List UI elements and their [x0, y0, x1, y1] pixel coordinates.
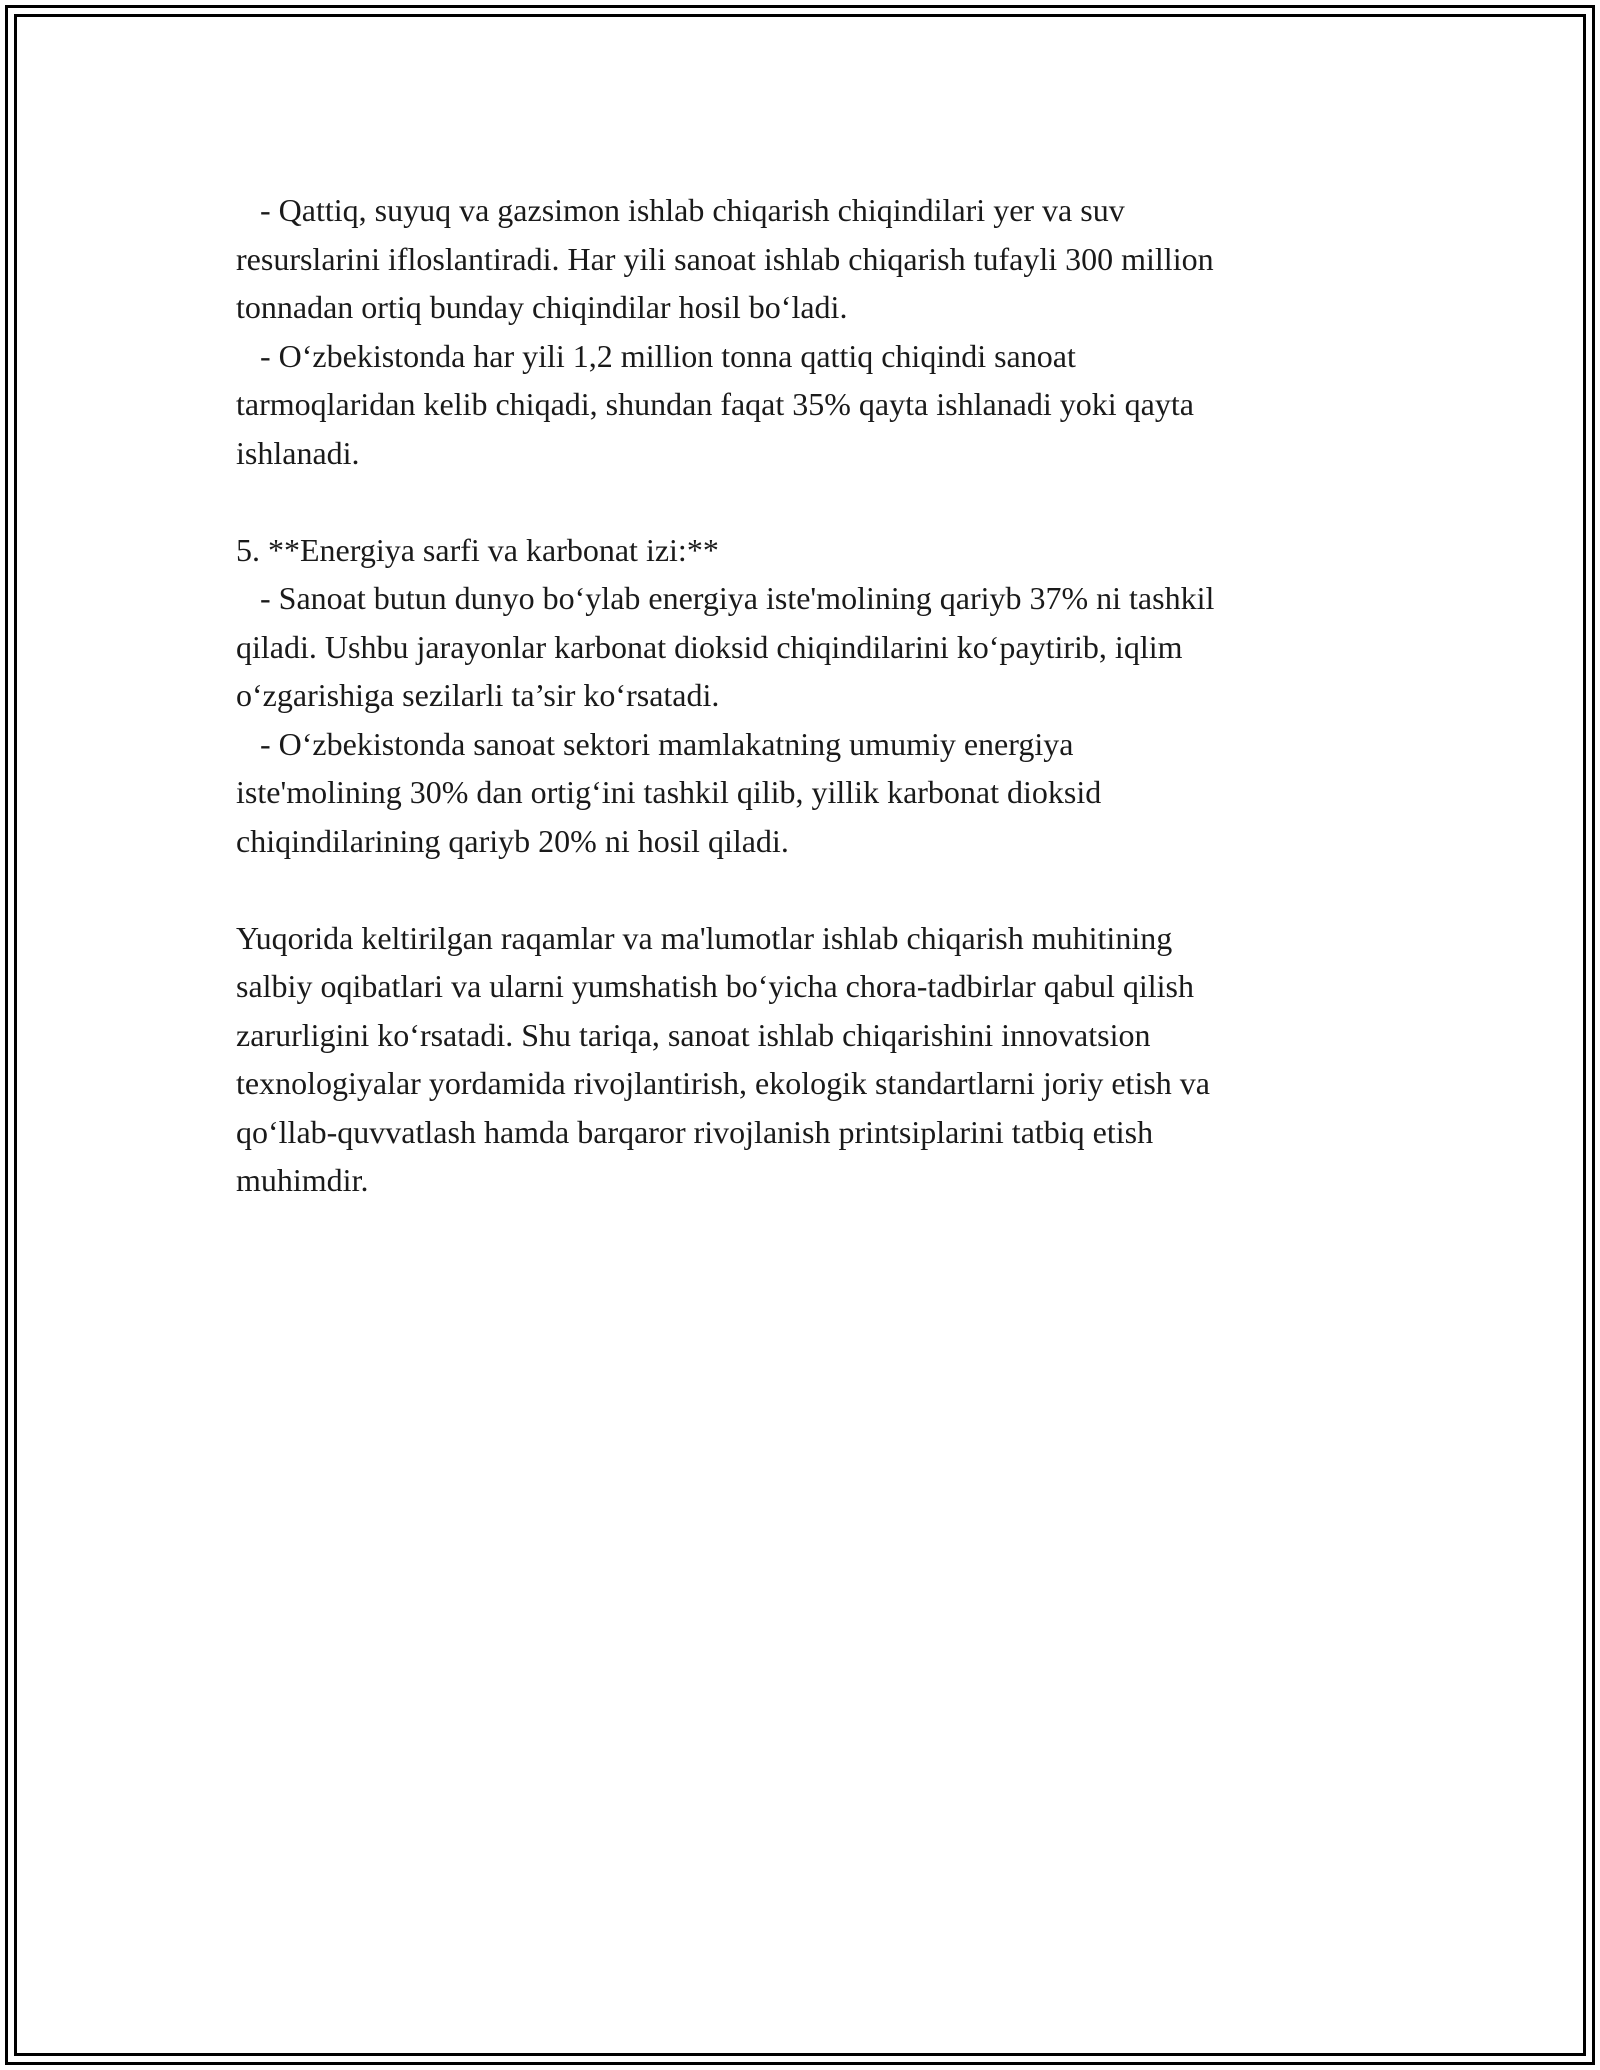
text-line: - O‘zbekistonda har yili 1,2 million tonna qattiq chiqindi sanoat [236, 337, 1076, 374]
text-line: muhimdir. [236, 1162, 369, 1198]
text-line: qiladi. Ushbu jarayonlar karbonat dioksid chiqindilarini ko‘paytirib, iqlim [236, 628, 1183, 665]
text-line: - Sanoat butun dunyo bo‘ylab energiya iste'molining qariyb 37% ni tashkil [236, 580, 1215, 616]
text-line: iste'molining 30% dan ortig‘ini tashkil qilib, yillik karbonat dioksid [236, 774, 1102, 810]
text-line: qo‘llab-quvvatlash hamda barqaror rivojlanish printsiplarini tatbiq etish [236, 1113, 1154, 1150]
paragraph-spacer [236, 865, 1366, 914]
document-body [236, 186, 1366, 1205]
text-line: ishlanadi. [236, 434, 360, 471]
text-line: - Qattiq, suyuq va gazsimon ishlab chiqarish chiqindilari yer va suv [236, 192, 1125, 228]
text-line: chiqindilarining qariyb 20% ni hosil qiladi. [236, 822, 789, 859]
text-line: texnologiyalar yordamida rivojlantirish, ekologik standartlarni joriy etish va [236, 1065, 1210, 1101]
section-heading: 5. **Energiya sarfi va karbonat izi:** [236, 531, 719, 568]
text-line: zarurligini ko‘rsatadi. Shu tariqa, sanoat ishlab chiqarishini innovatsion [236, 1016, 1151, 1053]
text-line: Yuqorida keltirilgan raqamlar va ma'lumotlar ishlab chiqarish muhitining [236, 919, 1173, 956]
text-line: o‘zgarishiga sezilarli ta’sir ko‘rsatadi. [236, 677, 720, 713]
text-line: resurslarini ifloslantiradi. Har yili sanoat ishlab chiqarish tufayli 300 million [236, 240, 1214, 277]
text-line: tonnadan ortiq bunday chiqindilar hosil bo‘ladi. [236, 289, 848, 325]
text-line: tarmoqlaridan kelib chiqadi, shundan faqat 35% qayta ishlanadi yoki qayta [236, 386, 1194, 422]
paragraph-waste [236, 186, 1366, 477]
paragraph-energy [236, 526, 1366, 866]
text-line: salbiy oqibatlari va ularni yumshatish bo‘yicha chora-tadbirlar qabul qilish [236, 968, 1194, 1004]
paragraph-conclusion [236, 914, 1366, 1205]
paragraph-spacer [236, 477, 1366, 526]
text-line: - O‘zbekistonda sanoat sektori mamlakatning umumiy energiya [236, 725, 1074, 762]
